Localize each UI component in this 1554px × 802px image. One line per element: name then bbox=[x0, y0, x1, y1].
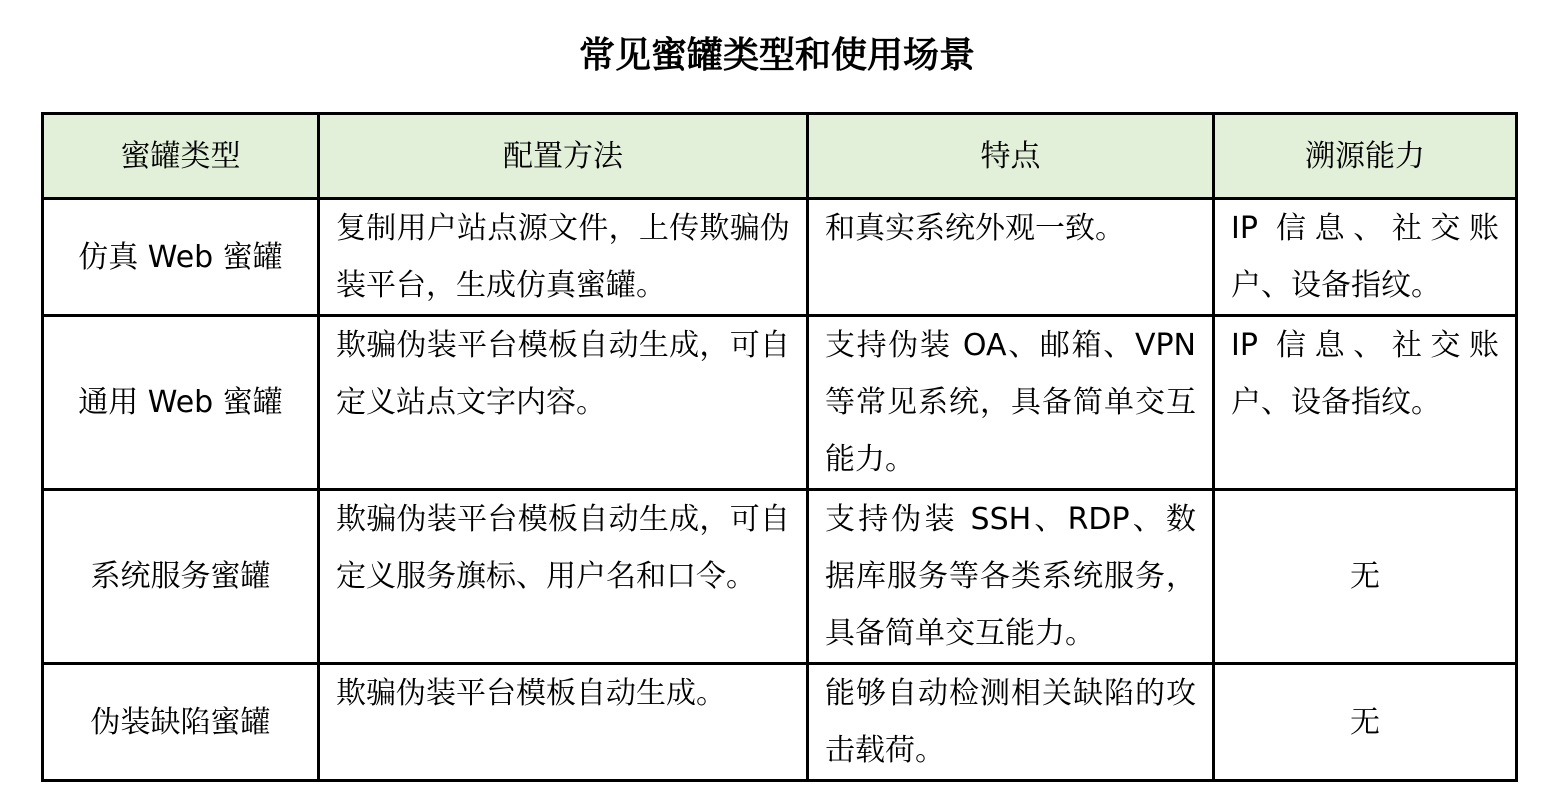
cell-honeypot-type: 仿真 Web 蜜罐 bbox=[43, 199, 319, 316]
column-header-feature: 特点 bbox=[808, 114, 1214, 199]
cell-feature: 支持伪装 SSH、RDP、数据库服务等各类系统服务，具备简单交互能力。 bbox=[808, 490, 1214, 664]
table-header-row bbox=[43, 114, 1517, 199]
column-header-method: 配置方法 bbox=[319, 114, 808, 199]
cell-trace-ability: 无 bbox=[1214, 664, 1517, 781]
cell-trace-ability: IP 信息、社交账户、设备指纹。 bbox=[1214, 316, 1517, 490]
table-row bbox=[43, 664, 1517, 781]
cell-config-method: 复制用户站点源文件，上传欺骗伪装平台，生成仿真蜜罐。 bbox=[319, 199, 808, 316]
cell-honeypot-type: 伪装缺陷蜜罐 bbox=[43, 664, 319, 781]
table-title: 常见蜜罐类型和使用场景 bbox=[578, 35, 975, 76]
cell-trace-ability: 无 bbox=[1214, 490, 1517, 664]
column-header-trace: 溯源能力 bbox=[1214, 114, 1517, 199]
cell-feature: 支持伪装 OA、邮箱、VPN 等常见系统，具备简单交互能力。 bbox=[808, 316, 1214, 490]
cell-trace-ability: IP 信息、社交账户、设备指纹。 bbox=[1214, 199, 1517, 316]
cell-config-method: 欺骗伪装平台模板自动生成，可自定义服务旗标、用户名和口令。 bbox=[319, 490, 808, 664]
cell-config-method: 欺骗伪装平台模板自动生成，可自定义站点文字内容。 bbox=[319, 316, 808, 490]
honeypot-types-table bbox=[41, 112, 1518, 782]
cell-feature: 能够自动检测相关缺陷的攻击载荷。 bbox=[808, 664, 1214, 781]
table-row bbox=[43, 199, 1517, 316]
table-row bbox=[43, 316, 1517, 490]
column-header-type: 蜜罐类型 bbox=[43, 114, 319, 199]
table-row bbox=[43, 490, 1517, 664]
cell-honeypot-type: 系统服务蜜罐 bbox=[43, 490, 319, 664]
cell-config-method: 欺骗伪装平台模板自动生成。 bbox=[319, 664, 808, 781]
cell-feature: 和真实系统外观一致。 bbox=[808, 199, 1214, 316]
cell-honeypot-type: 通用 Web 蜜罐 bbox=[43, 316, 319, 490]
